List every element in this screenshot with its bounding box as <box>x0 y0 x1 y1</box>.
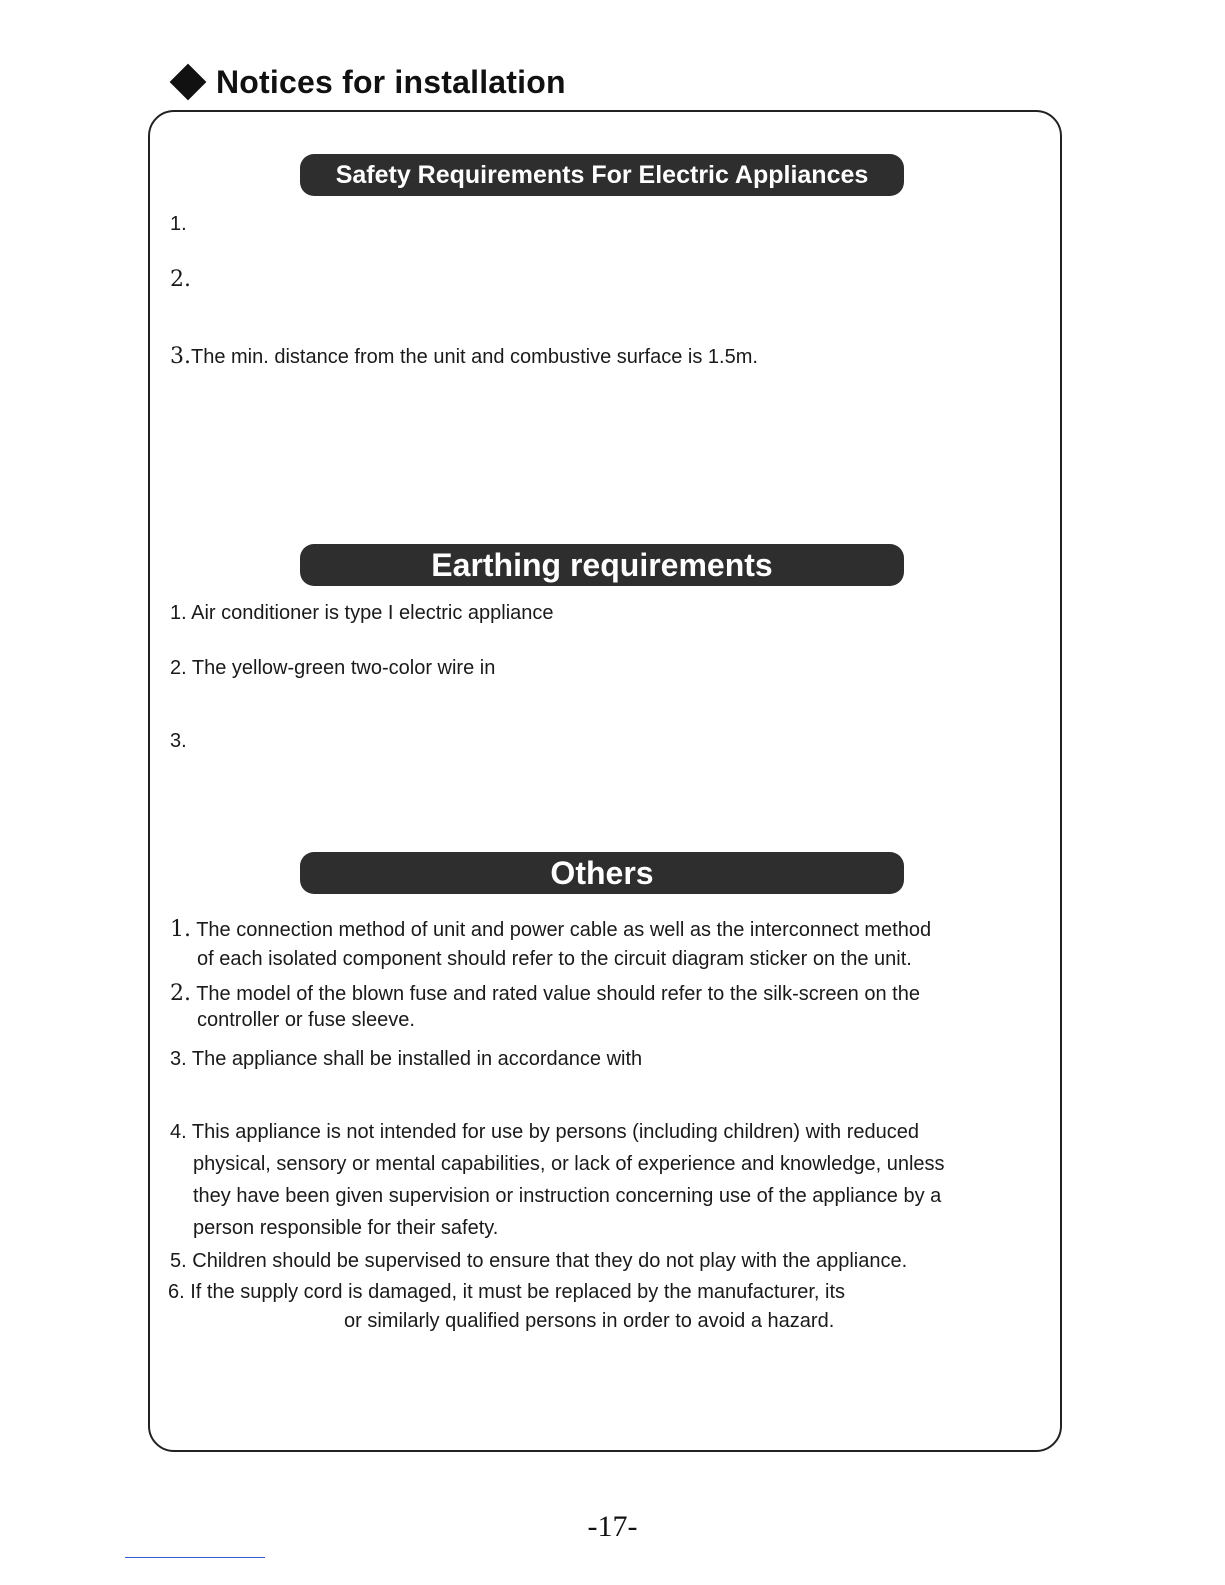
page-heading <box>170 62 566 102</box>
others-item-1 <box>170 918 931 942</box>
others-item-4-line-4: person responsible for their safety. <box>193 1217 499 1239</box>
others-item-6-line-2: or similarly qualified persons in order to avoid a hazard. <box>344 1310 835 1332</box>
bottom-rule <box>125 1557 265 1558</box>
earthing-item-2-number: 2. <box>170 657 187 679</box>
earthing-item-1 <box>170 601 554 625</box>
others-item-2-number: 2. <box>170 981 191 1006</box>
earthing-item-3-number: 3. <box>170 730 187 752</box>
earthing-item-2 <box>170 656 495 680</box>
others-item-2-line-1: The model of the blown fuse and rated value should refer to the silk-screen on the <box>196 983 920 1005</box>
diamond-bullet-icon <box>170 64 207 101</box>
others-item-3-number: 3. <box>170 1048 187 1070</box>
safety-item-3-number: 3. <box>170 344 191 369</box>
others-item-6-number: 6. <box>168 1281 185 1303</box>
safety-heading: Safety Requirements For Electric Appliances <box>300 154 904 196</box>
others-item-4-number: 4. <box>170 1121 187 1143</box>
others-item-1-line-1: The connection method of unit and power cable as well as the interconnect method <box>196 919 932 941</box>
safety-item-1 <box>170 212 187 236</box>
earthing-item-1-text: Air conditioner is type I electric appliance <box>191 602 554 624</box>
page-number: -17- <box>587 1510 638 1543</box>
safety-item-3 <box>170 345 758 369</box>
others-item-4-line-2: physical, sensory or mental capabilities, or lack of experience and knowledge, unless <box>193 1153 945 1175</box>
others-item-6-line-1: If the supply cord is damaged, it must be replaced by the manufacturer, its <box>190 1281 846 1303</box>
earthing-item-2-text: The yellow-green two-color wire in <box>191 657 496 679</box>
others-item-1-line-2: of each isolated component should refer to the circuit diagram sticker on the unit. <box>197 948 912 970</box>
others-item-2 <box>170 982 920 1006</box>
safety-item-2 <box>170 268 191 292</box>
safety-item-3-text: The min. distance from the unit and combustive surface is 1.5m. <box>191 346 758 368</box>
earthing-item-1-number: 1. <box>170 602 187 624</box>
earthing-heading: Earthing requirements <box>300 544 904 586</box>
page-title: Notices for installation <box>216 63 566 100</box>
others-item-6 <box>168 1280 845 1304</box>
others-item-4-line-3: they have been given supervision or instruction concerning use of the appliance by a <box>193 1185 942 1207</box>
others-item-3-line-1: The appliance shall be installed in accordance with <box>191 1048 643 1070</box>
earthing-item-3 <box>170 729 187 753</box>
others-item-5 <box>170 1249 907 1273</box>
others-item-2-line-2: controller or fuse sleeve. <box>197 1009 415 1031</box>
others-item-5-line-1: Children should be supervised to ensure that they do not play with the appliance. <box>192 1250 908 1272</box>
others-item-3 <box>170 1047 642 1071</box>
others-item-4-line-1: This appliance is not intended for use by persons (including children) with reduced <box>191 1121 919 1143</box>
safety-item-1-number: 1. <box>170 213 187 235</box>
others-item-4 <box>170 1120 919 1144</box>
safety-item-2-number: 2. <box>170 267 191 292</box>
others-item-1-number: 1. <box>170 917 191 942</box>
others-item-5-number: 5. <box>170 1250 187 1272</box>
others-heading: Others <box>300 852 904 894</box>
